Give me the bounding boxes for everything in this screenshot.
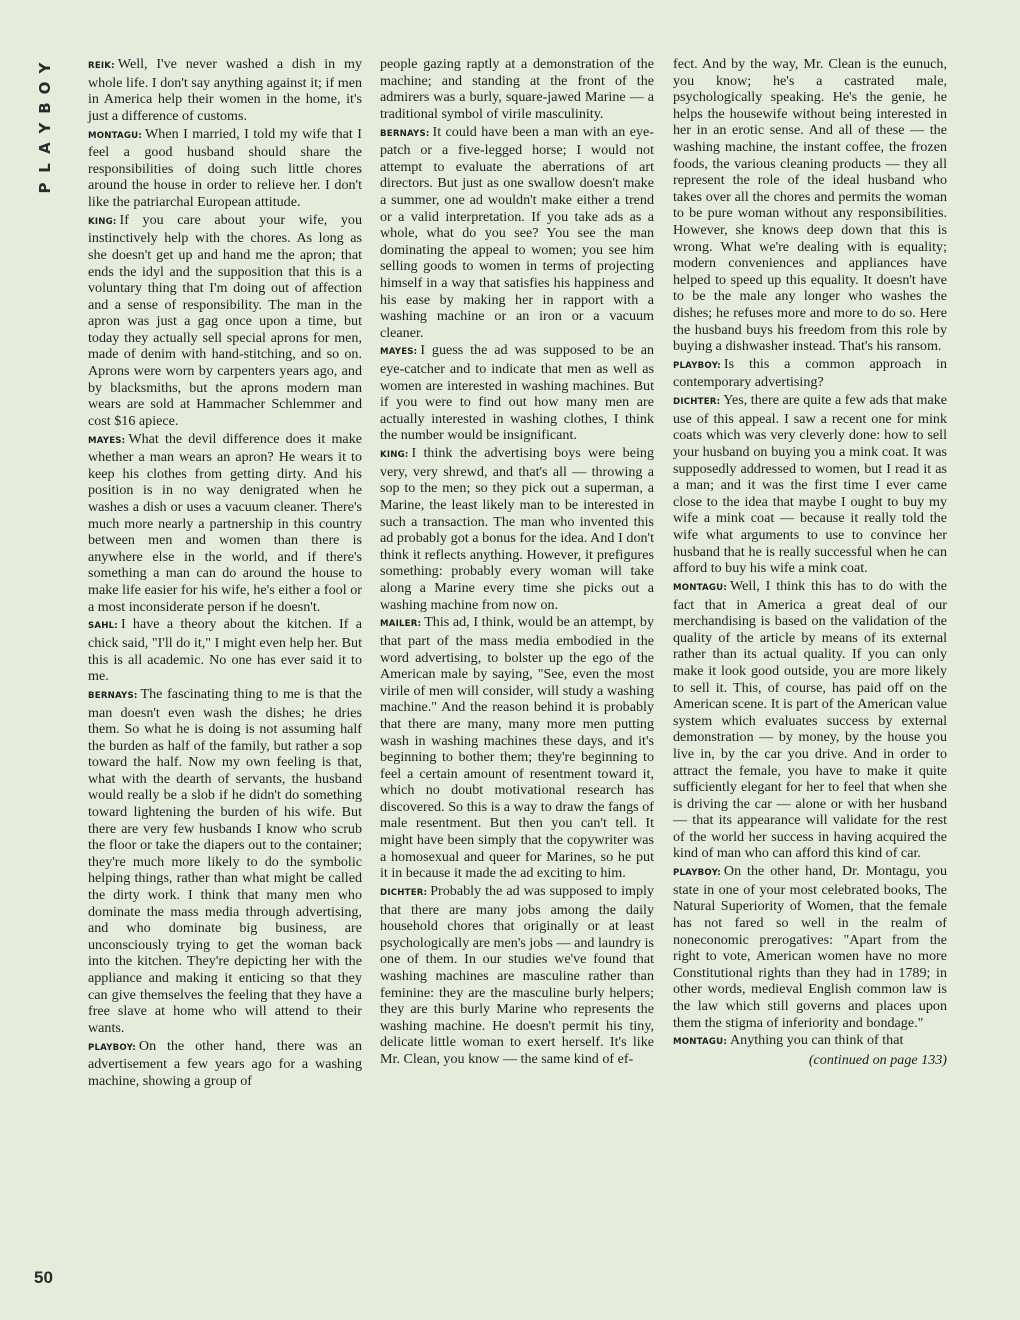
paragraph-text: Probably the ad was supposed to imply that there are many jobs among the daily household chores that originally or at least psychologically are men's jobs — and laundry is one of them. In our studies we've found that washing machines are masculine rather than feminine: they are the masculine burly helpers; they are this burly Marine who represents the washing machine. He doesn't permit his tiny, delicate little woman to exert herself. It's like Mr. Clean, you know — the same kind of ef- [380, 883, 654, 1067]
paragraph-text: I guess the ad was supposed to be an eye-catcher and to indicate that men as well as women are interested in washing machines. But if you were to find out how many men are actually interested in washing clothes, I think the number would be insignificant. [380, 342, 654, 444]
speaker-label: MONTAGU: [673, 582, 727, 593]
running-head-letter: L [36, 163, 54, 173]
speaker-label: KING: [88, 216, 117, 227]
speaker-label: KING: [380, 450, 409, 461]
interview-paragraph [88, 1038, 362, 1090]
paragraph-text: fect. And by the way, Mr. Clean is the eunuch, you know; he's a castrated male, psychologically speaking. He's the genie, he helps the housewife without being interested in her in an erotic sense. And all of these — the washing machine, the instant coffee, the frozen foods, the various cleaning products — they all represent the role of the ideal husband who takes over all the chores and permits the woman to be pure woman without any responsibilities. However, she knows deep down that this is wrong. What we're dealing with is equality; modern conveniences and appliances have helped to speed up this equality. It doesn't have to be the male any longer who washes the dishes; he refuses more and more to do so. Here the husband buys his freedom from this role by buying a dishwasher instead. That's his ransom. [673, 56, 947, 355]
speaker-label: PLAYBOY: [88, 1042, 136, 1053]
interview-paragraph [380, 124, 654, 342]
text-column-2 [380, 56, 654, 1069]
paragraph-text: On the other hand, Dr. Montagu, you state in one of your most celebrated books, The Natural Superiority of Women, that the female has not fared so well in the realm of noneconomic prerogatives: "Apart from the right to vote, American women have no more Constitutional rights than they had in 1789; in other words, medieval English common law is the law which still governs and places upon them the stigma of inferiority and bondage." [673, 863, 947, 1031]
continuation-note: (continued on page 133) [808, 1052, 947, 1069]
interview-paragraph [673, 56, 947, 355]
paragraph-text: people gazing raptly at a demonstration of the machine; and standing at the front of the admirers was a burly, square-jawed Marine — a traditional symbol of virile masculinity. [380, 56, 654, 122]
running-head-letter: Y [36, 62, 54, 74]
paragraph-text: This ad, I think, would be an attempt, by that part of the mass media embodied in the word advertising, to bolster up the ego of the American male by saying, "See, even the most virile of men will consider, will study a washing machine." And the reason behind it is probably that there are many, many more men putting wash in washing machines these days, and it's beginning to bother them; they're beginning to feel a certain amount of resentment toward it, which no doubt motivational research has discovered. So this is a way to draw the fangs of male resentment. But then you can't tell. It might have been simply that the copywriter was a homosexual and queer for Marines, so he put it in because it made the ad exciting to him. [380, 614, 654, 882]
paragraph-text: When I married, I told my wife that I feel a good husband should share the responsibilities of doing such little chores around the house in order to relieve her. I don't like the patriarchal European attitude. [88, 125, 362, 210]
interview-paragraph [673, 1032, 947, 1051]
paragraph-text: It could have been a man with an eye-patch or a five-legged horse; I would not attempt to evaluate the aberrations of art directors. But just as one swallow doesn't make a summer, one ad wouldn't make either a trend or a valid interpretation. If you take ads as a whole, what do you see? You see the man dominating the appeal to women; you see him selling goods to women in terms of projecting himself in a way that satisfies his happiness and his ease by making her in rapport with a washing machine or an iron or a vacuum cleaner. [380, 123, 654, 341]
page-number: 50 [34, 1268, 53, 1287]
speaker-label: PLAYBOY: [673, 868, 721, 879]
speaker-label: BERNAYS: [380, 128, 430, 139]
interview-paragraph [673, 863, 947, 1031]
speaker-label: MAILER: [380, 619, 422, 630]
running-head [26, 58, 70, 198]
paragraph-text: I think the advertising boys were being very, very shrewd, and that's all — throwing a sop to the men; so they pick out a superman, a Marine, the least likely man to be interested in such a transaction. The man who invented this ad probably got a bonus for the idea. And I don't think it reflects anything. However, it prefigures something: probably every woman will take along a Marine every time she picks out a washing machine from now on. [380, 445, 654, 613]
text-column-3 [673, 56, 947, 1069]
paragraph-text: Anything you can think of that [729, 1032, 904, 1049]
speaker-label: BERNAYS: [88, 690, 138, 701]
speaker-label: DICHTER: [673, 397, 721, 408]
paragraph-text: Yes, there are quite a few ads that make use of this appeal. I saw a recent one for mink coats which was very cleverly done: how to sell your husband on buying you a mink coat. It was supposedly addressed to women, but I read it as a man; and it was the first time I ever came close to the idea that maybe I ought to buy my wife a mink coat — because it really told the wife what arguments to use to convince her husband that he is really successful when he can afford to buy his wife a mink coat. [673, 392, 947, 577]
interview-paragraph [380, 883, 654, 1068]
running-head-letter: A [36, 142, 54, 154]
interview-paragraph [88, 616, 362, 684]
paragraph-text: Well, I think this has to do with the fact that in America a great deal of our merchandising is based on the validation of the quality of the article by means of its external rather than its actual quality. If you can only make it look good outside, you are more likely to sell it. This, of course, has paid off on the American scene. It is part of the American value system which evaluates success by external demonstration — by money, by the house you live in, by the car you drive. And in order to attract the female, you have to make it quite sufficiently elegant for her to feel that when she is driving the car — alone or with her husband — that its appearance will validate for the rest of the world her success in having acquired the kind of man who can afford this kind of car. [673, 577, 947, 862]
interview-paragraph [88, 126, 362, 211]
speaker-label: MONTAGU: [673, 1037, 727, 1048]
speaker-label: PLAYBOY: [673, 360, 721, 371]
running-head-letter: Y [36, 122, 54, 134]
interview-paragraph [380, 445, 654, 613]
speaker-label: MAYES: [88, 435, 126, 446]
running-head-letter: P [36, 182, 54, 194]
paragraph-text: On the other hand, there was an advertisement a few years ago for a washing machine, showing a group of [88, 1037, 362, 1089]
interview-paragraph [88, 56, 362, 124]
paragraph-text: What the devil difference does it make whether a man wears an apron? He wears it to keep his clothes from getting dirty. And his position is in no way denigrated when he washes a dish or uses a vacuum cleaner. There's much more nearly a partnership in this country between men and women than there is anywhere else in the world, and if there's something a man can do around the house to make life easier for his wife, he's either a fool or a most inconsiderate person if he doesn't. [88, 430, 362, 615]
interview-paragraph [673, 356, 947, 391]
interview-paragraph [673, 578, 947, 862]
paragraph-text: Well, I've never washed a dish in my whole life. I don't say anything against it; if men in America help their women in the home, it's just a difference of customs. [88, 56, 362, 124]
interview-paragraph [380, 614, 654, 882]
interview-paragraph [88, 686, 362, 1036]
interview-paragraph [380, 342, 654, 444]
paragraph-text: Is this a common approach in contemporary advertising? [673, 355, 947, 391]
speaker-label: SAHL: [88, 621, 118, 632]
interview-paragraph [673, 392, 947, 577]
paragraph-text: I have a theory about the kitchen. If a chick said, "I'll do it," I might even help her. But this is all academic. No one has ever said it to me. [88, 616, 362, 685]
interview-paragraph [88, 431, 362, 616]
paragraph-text: If you care about your wife, you instinctively help with the chores. As long as she doesn't get up and hand me the apron; that ends the idyl and the supposition that this is a voluntary thing that I'm doing out of affection and a sense of responsibility. The man in the apron was just a gag once upon a time, but today they actually sell special aprons for men, made of denim with hand-stitching, and so on. Aprons were worn by carpenters years ago, and by blacksmiths, but the aprons modern man wears are sold at Hammacher Schlemmer and cost $16 apiece. [88, 211, 362, 429]
speaker-label: DICHTER: [380, 888, 428, 899]
paragraph-text: The fascinating thing to me is that the man doesn't even wash the dishes; he dries them. So what he is doing is not assuming half the burden as half of the family, but rather a sop toward the half. Now my own feeling is that, what with the dearth of servants, the husband would really be a slob if he didn't do something toward lightening the burden of his wife. But there are very few husbands I know who scrub the floor or take the diapers out to the container; they're much more likely to do the symbolic helping things, rather than what might be called the dirty work. I think that many men who dominate the mass media through advertising, and who dominate big business, are unconsciously trying to get the woman back into the kitchen. They're depicting her with the appliance and making it enticing so that they can give themselves the feeling that they have a free slave at home who will attend to their wants. [88, 685, 362, 1036]
interview-paragraph [380, 56, 654, 122]
speaker-label: MAYES: [380, 347, 418, 358]
speaker-label: MONTAGU: [88, 130, 142, 141]
running-head-letter: O [36, 81, 54, 95]
interview-paragraph [88, 212, 362, 430]
running-head-letter: B [36, 102, 54, 114]
speaker-label: REIK: [88, 61, 115, 71]
text-column-1 [88, 56, 362, 1091]
